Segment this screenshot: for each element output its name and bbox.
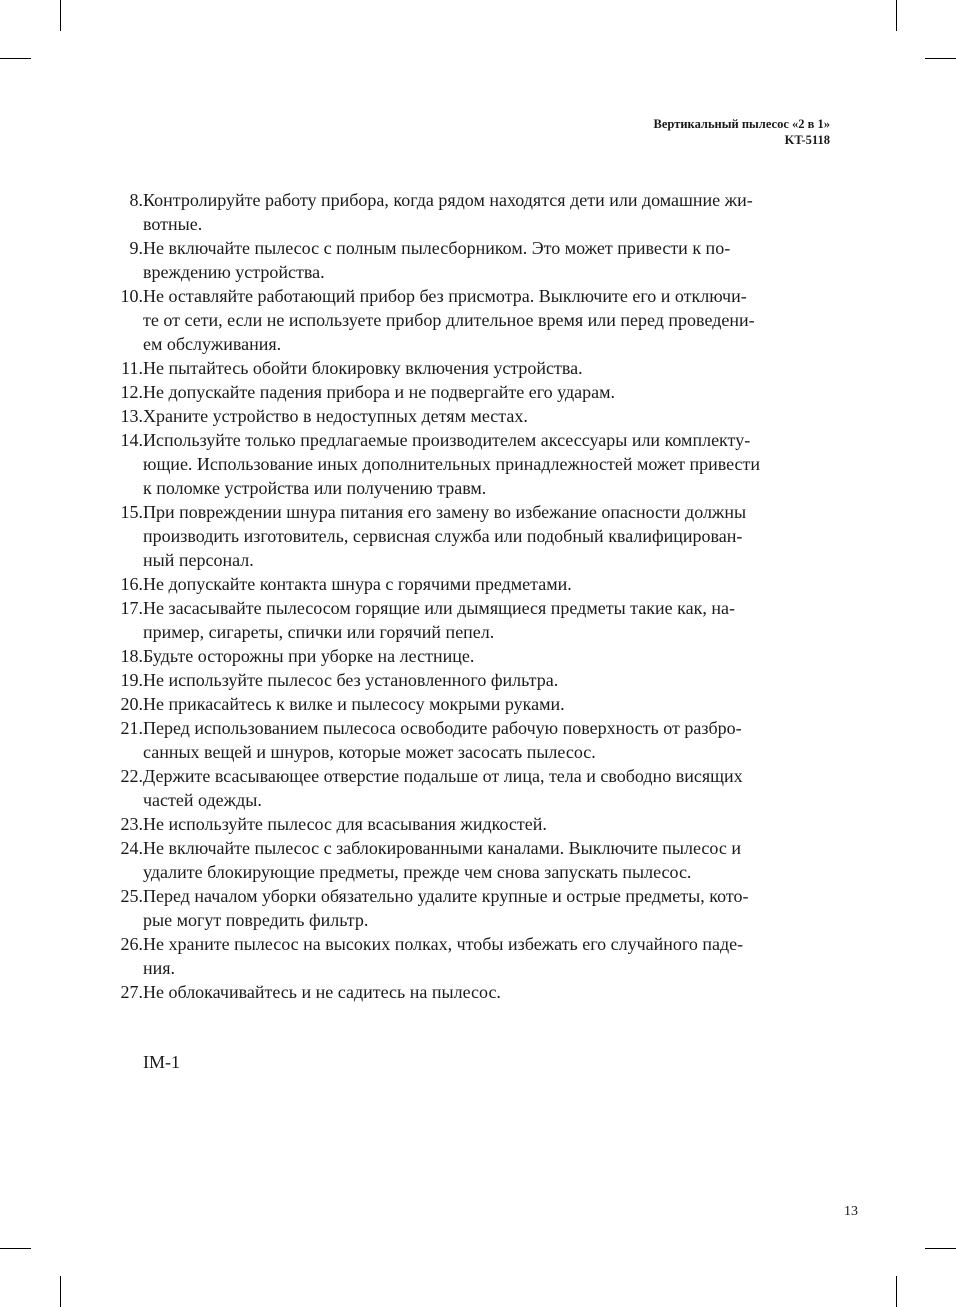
crop-mark-top-right-vertical bbox=[896, 0, 897, 31]
list-item-line: частей одежды. bbox=[143, 790, 262, 810]
list-item-line: ющие. Использование иных дополнительных принадлежностей может привести bbox=[143, 454, 761, 474]
list-item-number: 14. bbox=[120, 430, 143, 450]
list-item-number: 21. bbox=[120, 718, 143, 738]
list-item-text bbox=[143, 596, 833, 644]
list-item-line: рые могут повредить фильтр. bbox=[143, 910, 369, 930]
list-item-text bbox=[143, 428, 833, 500]
list-item-line: Не допускайте падения прибора и не подвергайте его ударам. bbox=[143, 382, 616, 402]
list-item-number: 15. bbox=[120, 502, 143, 522]
list-item bbox=[113, 236, 833, 284]
list-item-line: Не включайте пылесос с заблокированными каналами. Выключите пылесос и bbox=[143, 838, 741, 858]
list-item-line: Не храните пылесос на высоких полках, чтобы избежать его случайного паде- bbox=[143, 934, 744, 954]
list-item-line: Не включайте пылесос с полным пылесборником. Это может привести к по- bbox=[143, 238, 731, 258]
list-item bbox=[113, 404, 833, 428]
document-code: IM-1 bbox=[143, 1052, 180, 1072]
list-item-text bbox=[143, 236, 833, 284]
list-item-text bbox=[143, 764, 833, 812]
list-item-line: Используйте только предлагаемые производителем аксессуары или комплекту- bbox=[143, 430, 751, 450]
list-item-text bbox=[143, 884, 833, 932]
list-item-text bbox=[143, 284, 833, 356]
list-item-text bbox=[143, 404, 833, 428]
list-item-number: 20. bbox=[120, 694, 143, 714]
list-item-line: Не оставляйте работающий прибор без присмотра. Выключите его и отключи- bbox=[143, 286, 747, 306]
list-item-text bbox=[143, 188, 833, 236]
list-item bbox=[113, 188, 833, 236]
list-item-number: 16. bbox=[120, 574, 143, 594]
list-item bbox=[113, 764, 833, 812]
list-item-line: производить изготовитель, сервисная служба или подобный квалифицирован- bbox=[143, 526, 743, 546]
list-item-line: Перед использованием пылесоса освободите рабочую поверхность от разбро- bbox=[143, 718, 742, 738]
list-item-number: 8. bbox=[129, 190, 143, 210]
list-item-line: те от сети, если не используете прибор длительное время или перед проведени- bbox=[143, 310, 755, 330]
list-item bbox=[113, 836, 833, 884]
crop-mark-top-left-horizontal bbox=[0, 58, 31, 59]
list-item bbox=[113, 812, 833, 836]
list-item-line: Не допускайте контакта шнура с горячими предметами. bbox=[143, 574, 572, 594]
list-item-line: Не пытайтесь обойти блокировку включения устройства. bbox=[143, 358, 583, 378]
crop-mark-bottom-right-vertical bbox=[896, 1276, 897, 1307]
list-item-number: 26. bbox=[120, 934, 143, 954]
list-item-text bbox=[143, 500, 833, 572]
list-item-number: 19. bbox=[120, 670, 143, 690]
list-item-line: Храните устройство в недоступных детям местах. bbox=[143, 406, 528, 426]
list-item bbox=[113, 500, 833, 572]
list-item-text bbox=[143, 692, 833, 716]
list-item-line: ем обслуживания. bbox=[143, 334, 282, 354]
running-header bbox=[654, 116, 830, 148]
list-item-line: Не засасывайте пылесосом горящие или дымящиеся предметы такие как, на- bbox=[143, 598, 735, 618]
list-item bbox=[113, 572, 833, 596]
list-item bbox=[113, 980, 833, 1004]
safety-instructions-list bbox=[113, 188, 833, 1004]
list-item-number: 24. bbox=[120, 838, 143, 858]
list-item-line: вотные. bbox=[143, 214, 203, 234]
list-item-line: санных вещей и шнуров, которые может засосать пылесос. bbox=[143, 742, 596, 762]
list-item-number: 12. bbox=[120, 382, 143, 402]
list-item-number: 10. bbox=[120, 286, 143, 306]
list-item-text bbox=[143, 812, 833, 836]
list-item-line: Держите всасывающее отверстие подальше от лица, тела и свободно висящих bbox=[143, 766, 743, 786]
list-item-number: 17. bbox=[120, 598, 143, 618]
list-item-text bbox=[143, 668, 833, 692]
list-item bbox=[113, 644, 833, 668]
crop-mark-bottom-right-horizontal bbox=[925, 1248, 956, 1249]
list-item-line: удалите блокирующие предметы, прежде чем снова запускать пылесос. bbox=[143, 862, 692, 882]
list-item-line: При повреждении шнура питания его замену во избежание опасности должны bbox=[143, 502, 747, 522]
list-item-number: 27. bbox=[120, 982, 143, 1002]
list-item-text bbox=[143, 932, 833, 980]
list-item-text bbox=[143, 572, 833, 596]
crop-mark-bottom-left-vertical bbox=[60, 1276, 61, 1307]
crop-mark-top-left-vertical bbox=[60, 0, 61, 31]
list-item-line: пример, сигареты, спички или горячий пепел. bbox=[143, 622, 495, 642]
list-item bbox=[113, 596, 833, 644]
list-item-line: ный персонал. bbox=[143, 550, 254, 570]
page-number: 13 bbox=[844, 1204, 858, 1219]
list-item-text bbox=[143, 380, 833, 404]
crop-mark-top-right-horizontal bbox=[925, 58, 956, 59]
list-item-number: 9. bbox=[129, 238, 143, 258]
list-item-number: 18. bbox=[120, 646, 143, 666]
list-item-line: Не облокачивайтесь и не садитесь на пылесос. bbox=[143, 982, 501, 1002]
list-item-line: Перед началом уборки обязательно удалите крупные и острые предметы, кото- bbox=[143, 886, 749, 906]
list-item bbox=[113, 284, 833, 356]
list-item-line: Контролируйте работу прибора, когда рядом находятся дети или домашние жи- bbox=[143, 190, 753, 210]
list-item bbox=[113, 716, 833, 764]
list-item-line: Не используйте пылесос для всасывания жидкостей. bbox=[143, 814, 547, 834]
list-item bbox=[113, 692, 833, 716]
header-model: KT-5118 bbox=[784, 133, 830, 147]
list-item-text bbox=[143, 644, 833, 668]
list-item-text bbox=[143, 716, 833, 764]
list-item bbox=[113, 668, 833, 692]
list-item-text bbox=[143, 980, 833, 1004]
crop-mark-bottom-left-horizontal bbox=[0, 1248, 31, 1249]
list-item-line: Будьте осторожны при уборке на лестнице. bbox=[143, 646, 475, 666]
list-item-line: к поломке устройства или получению травм. bbox=[143, 478, 487, 498]
header-title: Вертикальный пылесос «2 в 1» bbox=[653, 117, 830, 131]
list-item bbox=[113, 428, 833, 500]
list-item-number: 25. bbox=[120, 886, 143, 906]
list-item-line: Не используйте пылесос без установленного фильтра. bbox=[143, 670, 559, 690]
list-item-number: 13. bbox=[120, 406, 143, 426]
list-item bbox=[113, 356, 833, 380]
list-item-line: вреждению устройства. bbox=[143, 262, 325, 282]
list-item-number: 11. bbox=[121, 358, 143, 378]
list-item bbox=[113, 884, 833, 932]
list-item-number: 23. bbox=[120, 814, 143, 834]
list-item-line: Не прикасайтесь к вилке и пылесосу мокрыми руками. bbox=[143, 694, 565, 714]
list-item bbox=[113, 380, 833, 404]
list-item bbox=[113, 932, 833, 980]
list-item-line: ния. bbox=[143, 958, 176, 978]
list-item-text bbox=[143, 836, 833, 884]
list-item-text bbox=[143, 356, 833, 380]
list-item-number: 22. bbox=[120, 766, 143, 786]
